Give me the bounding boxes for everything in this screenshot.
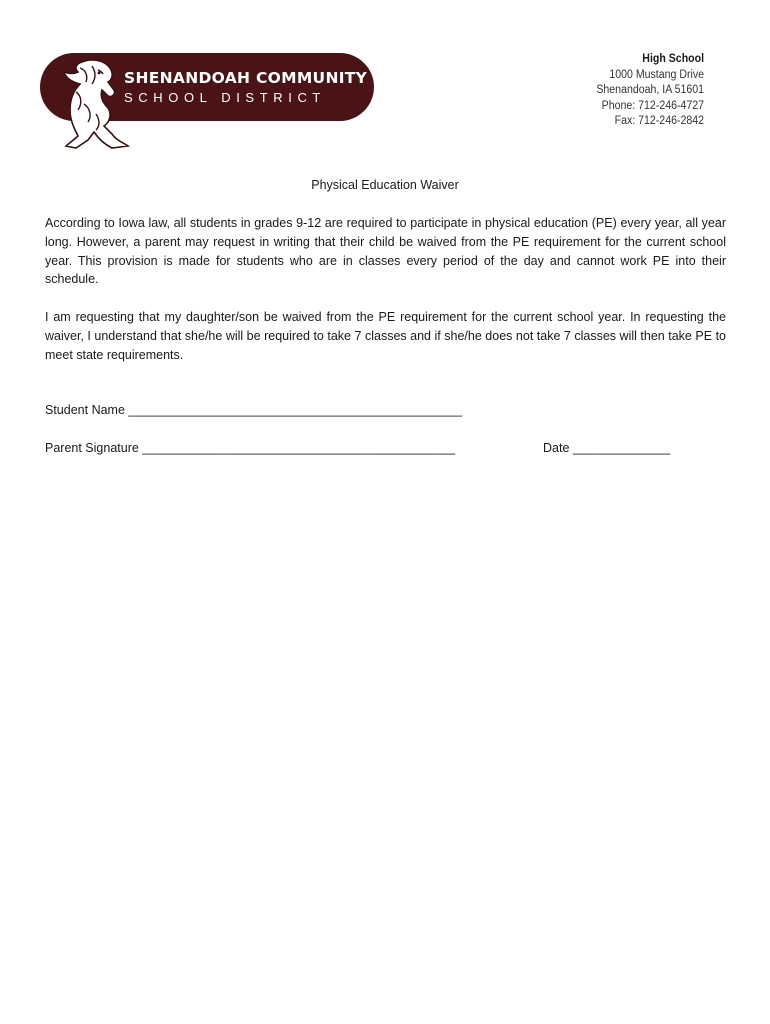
student-name-field[interactable]: Student Name ________________________________________________ [45,403,463,417]
city-state-zip: Shenandoah, IA 51601 [596,84,704,96]
parent-signature-field[interactable]: Parent Signature _____________________________________________ [45,441,456,455]
district-name-line1: SHENANDOAH COMMUNITY [124,69,368,87]
mustang-icon [52,56,136,150]
date-field[interactable]: Date ______________ [543,441,671,455]
phone-number: Phone: 712-246-4727 [601,99,704,112]
request-paragraph: I am requesting that my daughter/son be waived from the PE requirement for the current school year. In requesting the waiver, I understand that she/he will be required to take 7 classes and if she/he does not take 7 classes will then take PE to meet state requirements. [45,310,726,362]
page-title: Physical Education Waiver [311,178,459,192]
law-paragraph: According to Iowa law, all students in grades 9-12 are required to participate in physical education (PE) every year, all year long. However, a parent may request in writing that their child be waived from the PE requirement for the current school year. This provision is made for students who are in classes every period of the day and cannot work PE into their schedule. [45,216,726,287]
street-address: 1000 Mustang Drive [609,68,704,81]
school-address-block [596,52,704,130]
district-name-line2: SCHOOL DISTRICT [124,90,326,105]
school-name: High School [642,53,704,65]
fax-number: Fax: 712-246-2842 [614,115,704,127]
